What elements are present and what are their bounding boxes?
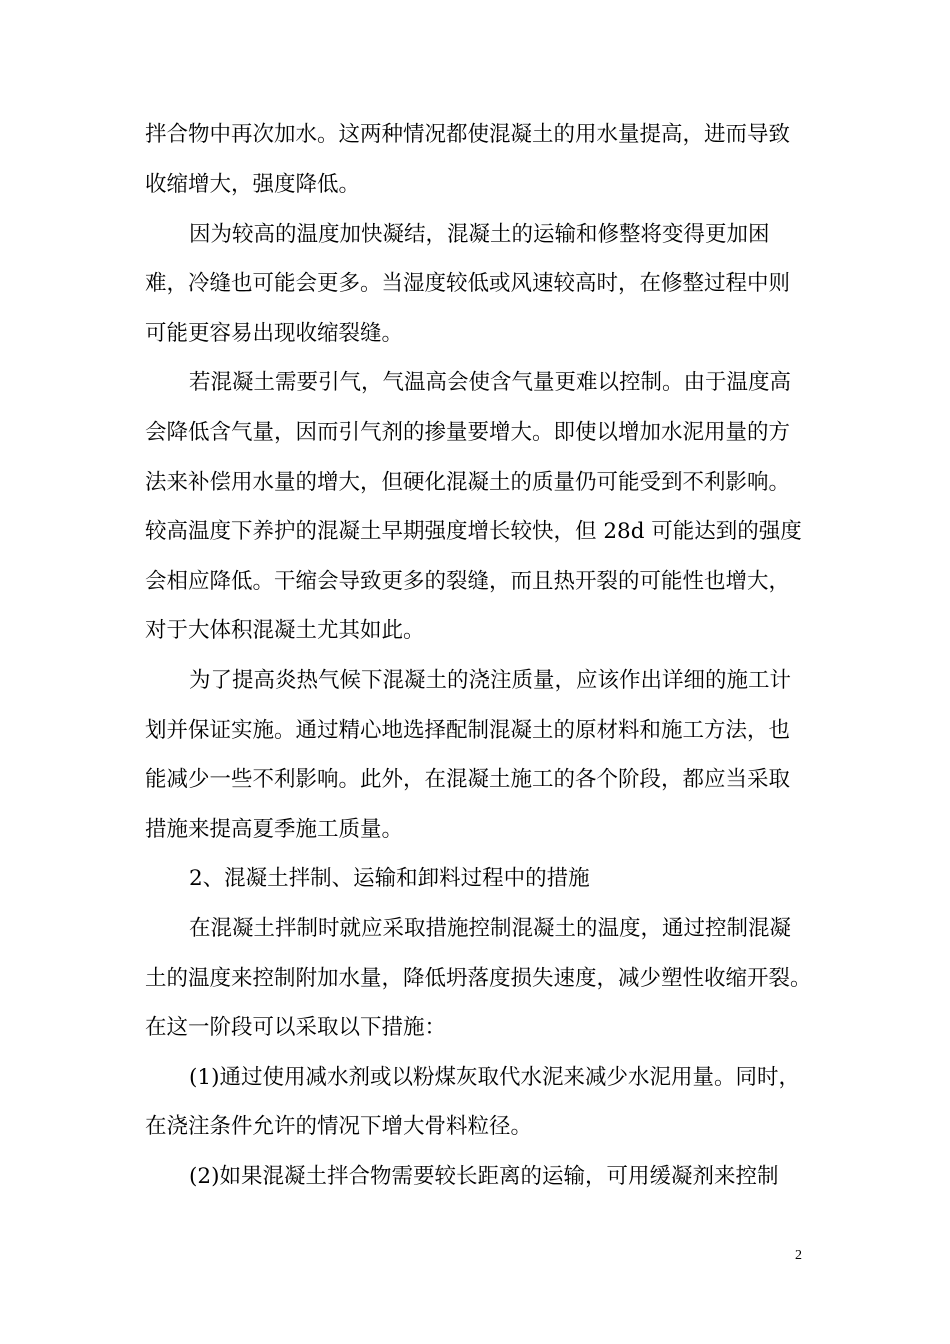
body-text-line: 会相应降低。干缩会导致更多的裂缝，而且热开裂的可能性也增大， [145, 569, 791, 594]
body-text-line: 对于大体积混凝土尤其如此。 [145, 618, 425, 643]
body-text-line: 措施来提高夏季施工质量。 [145, 817, 404, 842]
list-item-first-line: (1)通过使用减水剂或以粉煤灰取代水泥来减少水泥用量。同时， [189, 1065, 800, 1090]
body-text-line: 法来补偿用水量的增大，但硬化混凝土的质量仍可能受到不利影响。 [145, 470, 791, 495]
paragraph-first-line: 为了提高炎热气候下混凝土的浇注质量，应该作出详细的施工计 [189, 668, 792, 693]
body-text-line: 能减少一些不利影响。此外，在混凝土施工的各个阶段，都应当采取 [145, 767, 791, 792]
list-item-first-line: (2)如果混凝土拌合物需要较长距离的运输，可用缓凝剂来控制 [189, 1164, 779, 1189]
body-text-line: 在这一阶段可以采取以下措施： [145, 1015, 447, 1040]
body-text-line: 会降低含气量，因而引气剂的掺量要增大。即使以增加水泥用量的方 [145, 420, 791, 445]
paragraph-first-line: 因为较高的温度加快凝结，混凝土的运输和修整将变得更加困 [189, 222, 770, 247]
body-text-line: 可能更容易出现收缩裂缝。 [145, 321, 404, 346]
section-heading: 2、混凝土拌制、运输和卸料过程中的措施 [189, 866, 590, 891]
body-text-line: 难，冷缝也可能会更多。当湿度较低或风速较高时，在修整过程中则 [145, 271, 791, 296]
paragraph-first-line: 若混凝土需要引气，气温高会使含气量更难以控制。由于温度高 [189, 370, 792, 395]
page-number: 2 [795, 1248, 802, 1263]
body-text-line: 拌合物中再次加水。这两种情况都使混凝土的用水量提高，进而导致 [145, 122, 791, 147]
body-text-line: 在浇注条件允许的情况下增大骨料粒径。 [145, 1114, 533, 1139]
body-text-line: 划并保证实施。通过精心地选择配制混凝土的原材料和施工方法，也 [145, 718, 791, 743]
body-text-line: 土的温度来控制附加水量，降低坍落度损失速度，减少塑性收缩开裂。 [145, 966, 812, 991]
body-text-line: 较高温度下养护的混凝土早期强度增长较快，但 28d 可能达到的强度 [145, 519, 802, 544]
body-text-line: 收缩增大，强度降低。 [145, 172, 361, 197]
paragraph-first-line: 在混凝土拌制时就应采取措施控制混凝土的温度，通过控制混凝 [189, 916, 792, 941]
